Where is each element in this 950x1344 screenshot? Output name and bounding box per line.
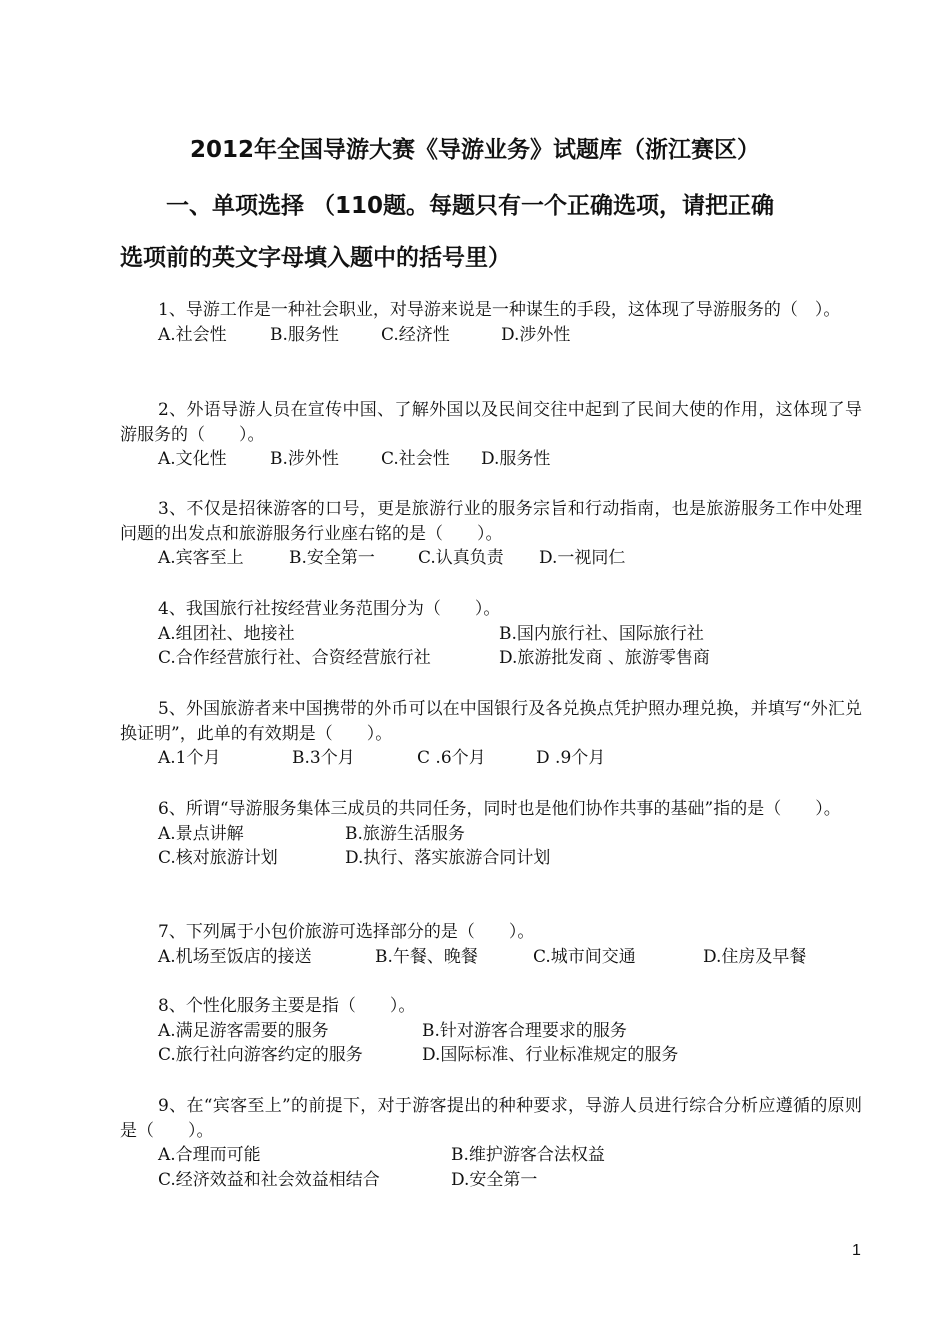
answer-option: B.3个月 [292, 748, 355, 769]
question-item [120, 1094, 862, 1192]
question-item [120, 697, 862, 771]
answer-option: B.午餐、晚餐 [375, 946, 478, 967]
question-item [120, 597, 862, 671]
answer-option: D.旅游批发商 、旅游零售商 [499, 648, 710, 669]
answer-option: C.认真负责 [418, 548, 504, 569]
question-stem: 9、在“宾客至上”的前提下，对于游客提出的种种要求，导游人员进行综合分析应遵循的原则是（ ）。 [120, 1096, 862, 1141]
answer-option: B.针对游客合理要求的服务 [422, 1020, 627, 1041]
question-stem: 3、不仅是招徕游客的口号，更是旅游行业的服务宗旨和行动指南，也是旅游服务工作中处理问题的出发点和旅游服务行业座右铭的是（ ）。 [120, 499, 862, 544]
option-row [120, 447, 862, 472]
answer-option: D.住房及早餐 [703, 946, 807, 967]
page-number: 1 [852, 1242, 861, 1259]
answer-option: A.社会性 [158, 324, 227, 345]
answer-option: A.组团社、地接社 [158, 623, 295, 644]
question-item [120, 920, 862, 969]
answer-option: D .9个月 [536, 748, 606, 769]
answer-option: A.宾客至上 [158, 548, 244, 569]
answer-option: A.满足游客需要的服务 [158, 1020, 329, 1041]
question-item [120, 398, 862, 472]
option-row [120, 646, 862, 671]
question-item [120, 797, 862, 871]
option-row [120, 746, 862, 771]
option-row [120, 822, 862, 847]
answer-option: D.涉外性 [501, 324, 571, 345]
option-row [120, 846, 862, 871]
option-row [120, 1168, 862, 1193]
answer-option: C .6个月 [417, 748, 486, 769]
answer-option: D.国际标准、行业标准规定的服务 [422, 1045, 679, 1066]
option-row [120, 1043, 862, 1068]
option-row [120, 622, 862, 647]
section-heading [120, 180, 850, 284]
answer-option: D.安全第一 [451, 1169, 538, 1190]
answer-option: C.旅行社向游客约定的服务 [158, 1045, 363, 1066]
question-item [120, 298, 862, 347]
answer-option: C.城市间交通 [533, 946, 636, 967]
answer-option: A.合理而可能 [158, 1145, 261, 1166]
answer-option: B.涉外性 [270, 449, 339, 470]
answer-option: C.社会性 [381, 449, 450, 470]
option-row [120, 945, 862, 970]
option-row [120, 1019, 862, 1044]
answer-option: D.一视同仁 [539, 548, 626, 569]
answer-option: D.服务性 [481, 449, 551, 470]
question-stem: 1、导游工作是一种社会职业，对导游来说是一种谋生的手段，这体现了导游服务的（ ）。 [158, 300, 841, 320]
question-stem: 7、下列属于小包价旅游可选择部分的是（ ）。 [158, 922, 535, 942]
section-heading-line-2: 选项前的英文字母填入题中的括号里） [120, 245, 511, 271]
document-title: 2012年全国导游大赛《导游业务》试题库（浙江赛区） [189, 137, 760, 163]
answer-option: C.经济性 [381, 324, 450, 345]
section-heading-line-1: 一、单项选择 （110题。每题只有一个正确选项，请把正确 [166, 193, 775, 219]
answer-option: C.经济效益和社会效益相结合 [158, 1169, 380, 1190]
question-item [120, 994, 862, 1068]
answer-option: D.执行、落实旅游合同计划 [345, 848, 551, 869]
option-row [120, 323, 862, 348]
question-item [120, 497, 862, 571]
answer-option: B.旅游生活服务 [345, 823, 465, 844]
answer-option: C.核对旅游计划 [158, 848, 278, 869]
option-row [120, 546, 862, 571]
answer-option: B.服务性 [270, 324, 339, 345]
question-stem: 2、外语导游人员在宣传中国、了解外国以及民间交往中起到了民间大使的作用，这体现了导游服务的（ ）。 [120, 400, 862, 445]
answer-option: A.景点讲解 [158, 823, 244, 844]
option-row [120, 1143, 862, 1168]
answer-option: C.合作经营旅行社、合资经营旅行社 [158, 648, 431, 669]
answer-option: A.1个月 [158, 748, 221, 769]
answer-option: A.机场至饭店的接送 [158, 946, 312, 967]
question-stem: 6、所谓“导游服务集体三成员的共同任务，同时也是他们协作共事的基础”指的是（ ）。 [158, 799, 841, 819]
answer-option: A.文化性 [158, 449, 227, 470]
answer-option: B.安全第一 [289, 548, 375, 569]
question-stem: 8、个性化服务主要是指（ ）。 [158, 996, 416, 1016]
answer-option: B.国内旅行社、国际旅行社 [499, 623, 704, 644]
answer-option: B.维护游客合法权益 [451, 1145, 605, 1166]
question-stem: 4、我国旅行社按经营业务范围分为（ ）。 [158, 599, 501, 619]
question-stem: 5、外国旅游者来中国携带的外币可以在中国银行及各兑换点凭护照办理兑换，并填写“外汇兑换证明”，此单的有效期是（ ）。 [120, 699, 862, 744]
